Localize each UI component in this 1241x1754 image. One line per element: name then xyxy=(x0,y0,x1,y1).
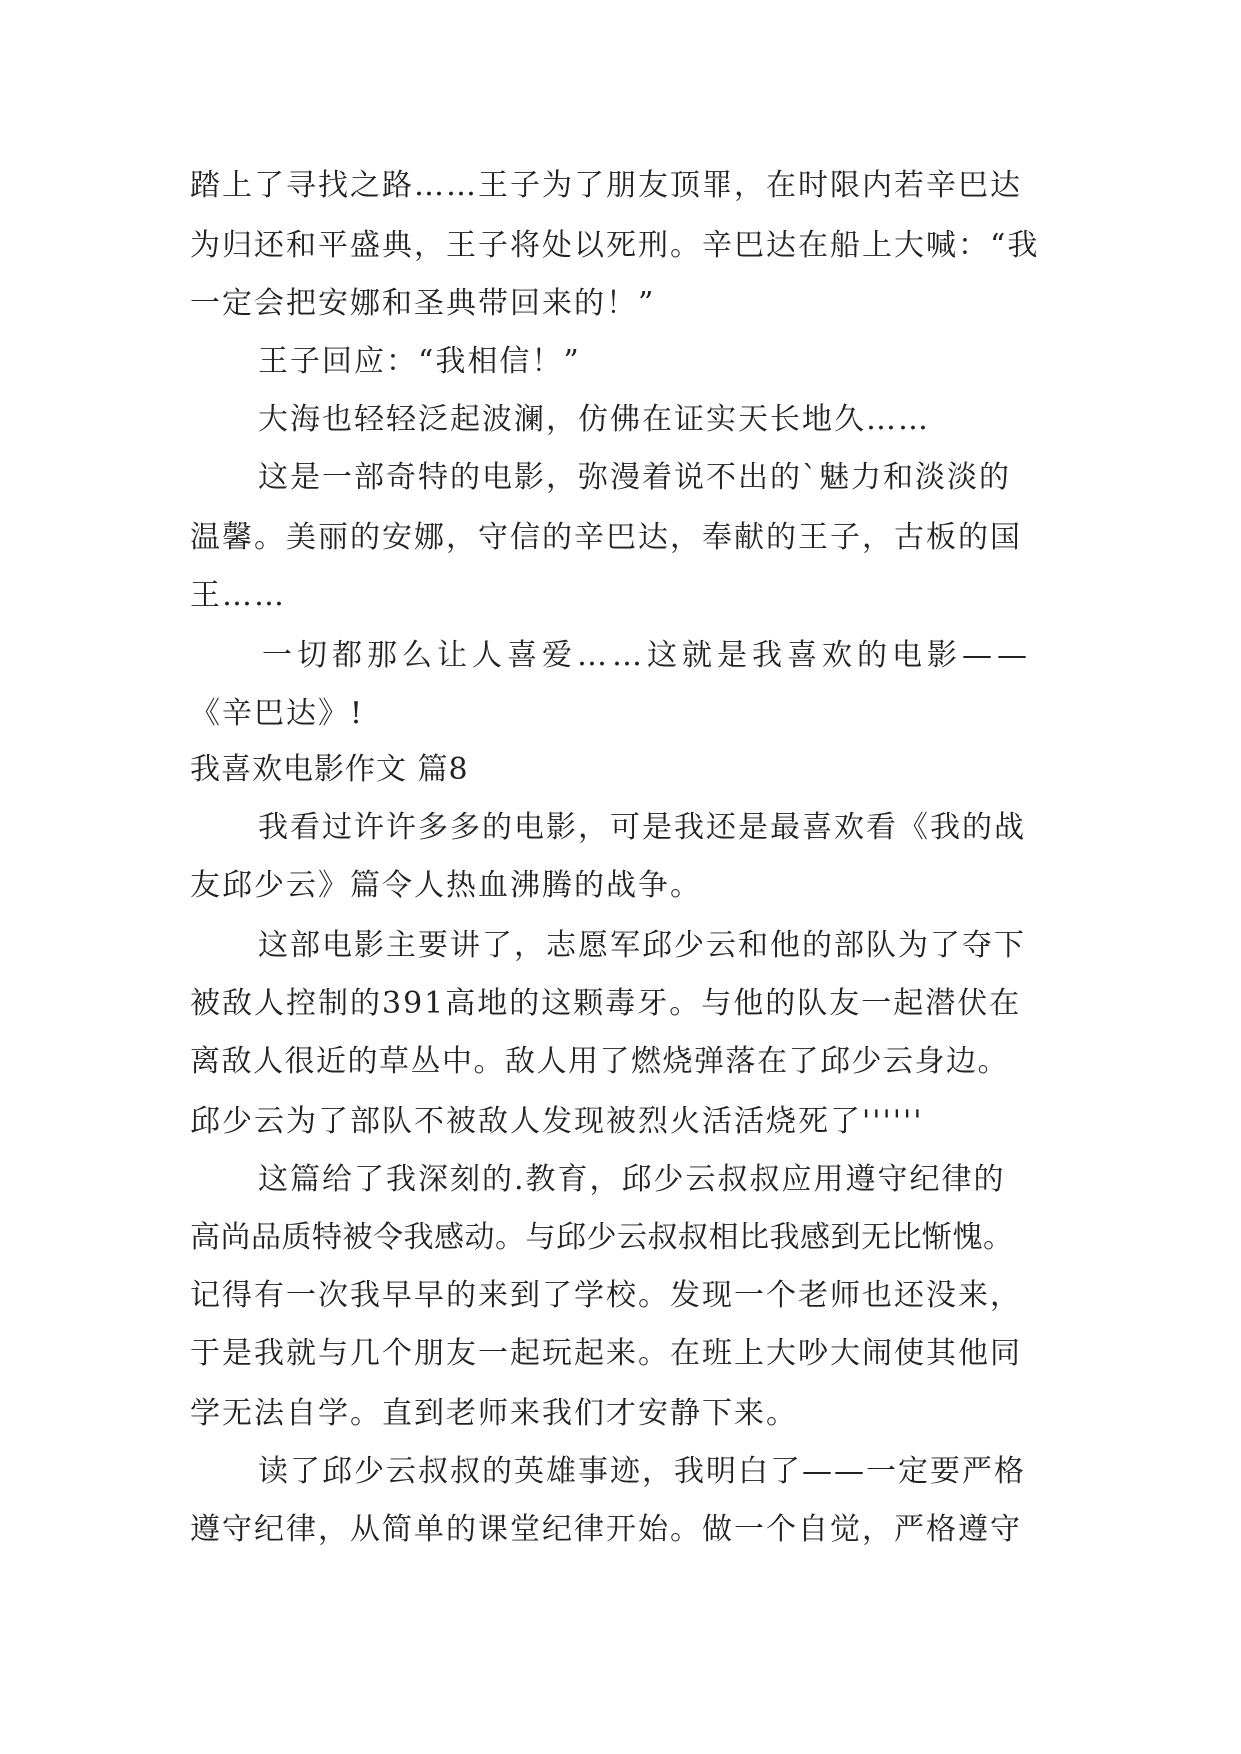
text-line: 友邱少云》篇令人热血沸腾的战争。 xyxy=(190,868,702,903)
text-line: 王子回应：“我相信！” xyxy=(258,344,581,379)
text-line: 读了邱少云叔叔的英雄事迹，我明白了——一定要严格 xyxy=(258,1454,1026,1489)
text-line: 这篇给了我深刻的.教育，邱少云叔叔应用遵守纪律的 xyxy=(258,1162,1006,1197)
text-line: 一定会把安娜和圣典带回来的！” xyxy=(190,286,656,321)
text-line: 为归还和平盛典，王子将处以死刑。辛巴达在船上大喊：“我 xyxy=(190,228,1040,263)
text-line: 《辛巴达》! xyxy=(190,696,365,731)
text-line: 这是一部奇特的电影，弥漫着说不出的`魅力和淡淡的 xyxy=(258,460,1011,495)
section-heading: 我喜欢电影作文 篇8 xyxy=(190,752,469,787)
text-line: 这部电影主要讲了，志愿军邱少云和他的部队为了夺下 xyxy=(258,928,1026,963)
text-line: 温馨。美丽的安娜，守信的辛巴达，奉献的王子，古板的国 xyxy=(190,520,1022,555)
text-line: 踏上了寻找之路……王子为了朋友顶罪，在时限内若辛巴达 xyxy=(190,168,1022,203)
text-line: 邱少云为了部队不被敌人发现被烈火活活烧死了'''''' xyxy=(190,1104,924,1139)
text-line: 大海也轻轻泛起波澜，仿佛在证实天长地久…… xyxy=(258,402,930,437)
text-line: 遵守纪律，从简单的课堂纪律开始。做一个自觉，严格遵守 xyxy=(190,1512,1022,1547)
text-line: 记得有一次我早早的来到了学校。发现一个老师也还没来， xyxy=(190,1278,1022,1313)
text-line: 学无法自学。直到老师来我们才安静下来。 xyxy=(190,1396,798,1431)
text-line: 一切都那么让人喜爱……这就是我喜欢的电影—— xyxy=(262,638,1032,673)
text-line: 于是我就与几个朋友一起玩起来。在班上大吵大闹使其他同 xyxy=(190,1336,1022,1371)
text-line: 王…… xyxy=(190,578,286,613)
text-line: 我看过许许多多的电影，可是我还是最喜欢看《我的战 xyxy=(258,810,1026,845)
text-line: 高尚品质特被令我感动。与邱少云叔叔相比我感到无比惭愧。 xyxy=(190,1220,1014,1255)
text-line: 离敌人很近的草丛中。敌人用了燃烧弹落在了邱少云身边。 xyxy=(190,1044,1009,1079)
text-line: 被敌人控制的391高地的这颗毒牙。与他的队友一起潜伏在 xyxy=(190,986,1022,1021)
